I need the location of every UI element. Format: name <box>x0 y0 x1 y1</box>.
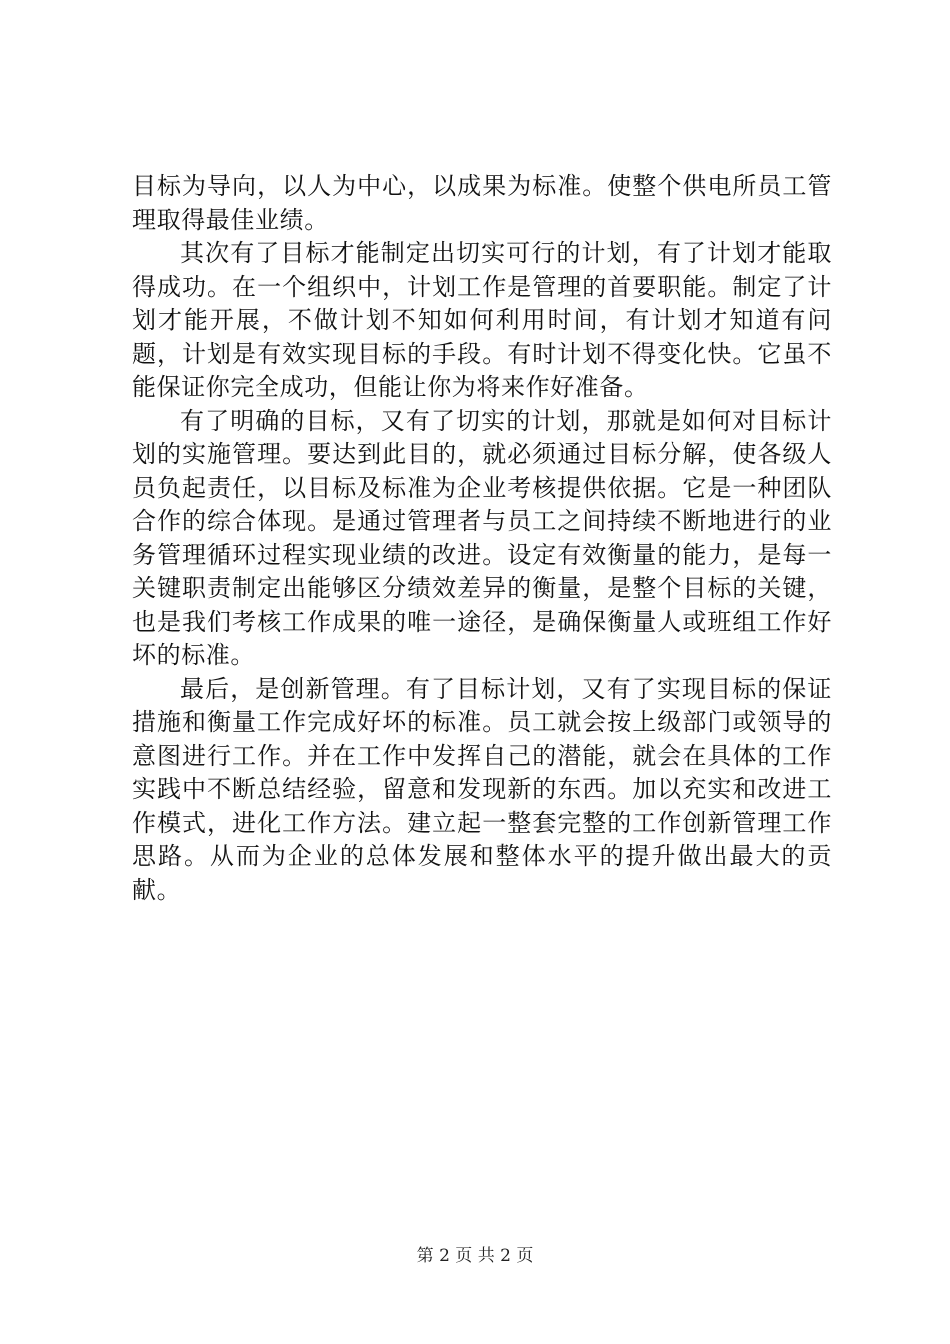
page-number-footer: 第 2 页 共 2 页 <box>416 1246 534 1266</box>
paragraph-planning: 其次有了目标才能制定出切实可行的计划，有了计划才能取得成功。在一个组织中，计划工作是管理的首要职能。制定了计划才能开展，不做计划不知如何利用时间，有计划才知道有问题，计划是有效实现目标的手段。有时计划不得变化快。它虽不能保证你完全成功，但能让你为将来作好准备。 <box>132 239 832 401</box>
document-body <box>132 170 832 907</box>
paragraph-continuation: 目标为导向，以人为中心，以成果为标准。使整个供电所员工管理取得最佳业绩。 <box>132 172 832 234</box>
paragraph-implementation: 有了明确的目标，又有了切实的计划，那就是如何对目标计划的实施管理。要达到此目的，就必须通过目标分解，使各级人员负起责任，以目标及标准为企业考核提供依据。它是一种团队合作的综合体现。是通过管理者与员工之间持续不断地进行的业务管理循环过程实现业绩的改进。设定有效衡量的能力，是每一关键职责制定出能够区分绩效差异的衡量，是整个目标的关键，也是我们考核工作成果的唯一途径，是确保衡量人或班组工作好坏的标准。 <box>132 406 832 669</box>
paragraph-innovation: 最后，是创新管理。有了目标计划，又有了实现目标的保证措施和衡量工作完成好坏的标准。员工就会按上级部门或领导的意图进行工作。并在工作中发挥自己的潜能，就会在具体的工作实践中不断总结经验，留意和发现新的东西。加以充实和改进工作模式，进化工作方法。建立起一整套完整的工作创新管理工作思路。从而为企业的总体发展和整体水平的提升做出最大的贡献。 <box>132 674 832 904</box>
